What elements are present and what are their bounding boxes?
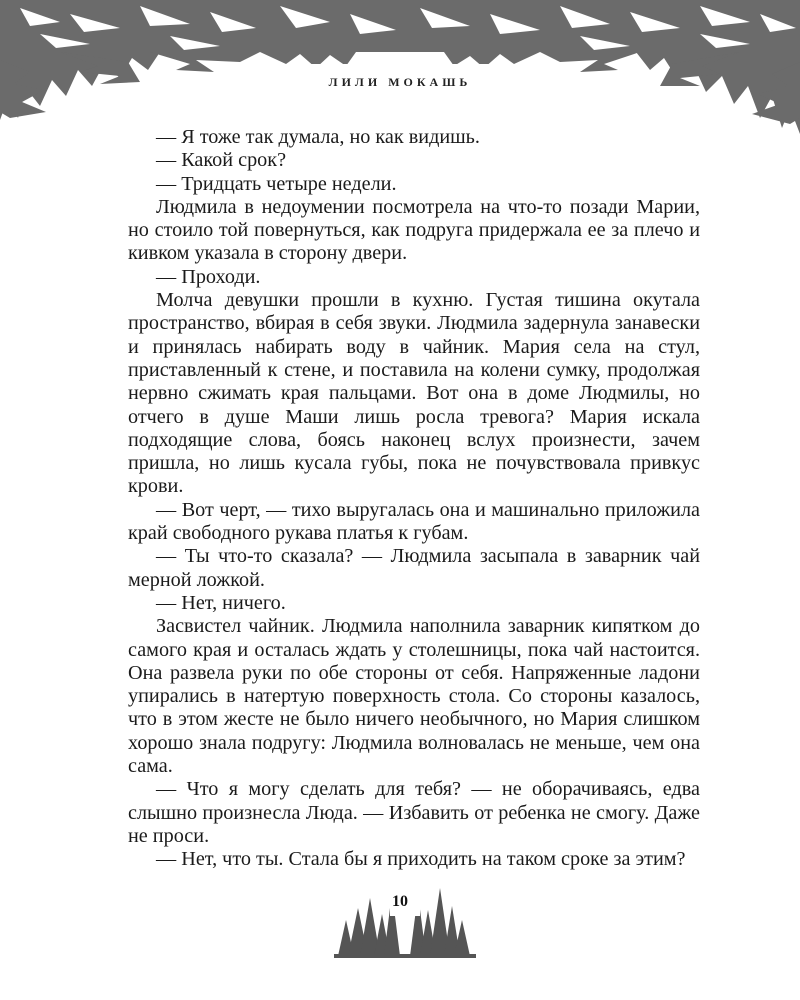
paragraph: Засвистел чайник. Людмила наполнила заварник кипятком до самого края и осталась ждать у столешницы, пока чай настоится. Она развела руки по обе стороны от себя. Напряженные ладони упирались в натертую поверхность стола. Со стороны казалось, что в этом жесте не было ничего необычного, но Мария слишком хорошо знала подругу: Людмила волновалась не меньше, чем она сама. (128, 615, 700, 778)
main-text (128, 126, 700, 872)
paragraph: Людмила в недоумении посмотрела на что-то позади Марии, но стоило той повернуться, как подруга придержала ее за плечо и кивком указала в сторону двери. (128, 195, 700, 265)
paragraph: — Я тоже так думала, но как видишь. (156, 126, 480, 148)
paragraph: — Какой срок? (156, 149, 287, 172)
page-number: 10 (392, 893, 408, 910)
paragraph: Молча девушки прошли в кухню. Густая тишина окутала пространство, вбирая в себя звуки. Людмила задернула занавески и принялась набирать воду в чайник. Мария села на стул, приставленный к стене, и поставила на колени сумку, продолжая нервно сжимать края пальцами. Вот она в доме Людмилы, но отчего в душе Маши лишь росла тревога? Мария искала подходящие слова, боясь наконец вслух произнести, зачем пришла, но лишь кусала губы, пока не почувствовала привкус крови. (128, 289, 700, 498)
paragraph: — Вот черт, — тихо выругалась она и машинально приложила край свободного рукава платья к губам. (128, 498, 700, 545)
running-title: ЛИЛИ МОКАШЬ (328, 75, 472, 89)
paragraph: — Что я могу сделать для тебя? — не оборачиваясь, едва слышно произнесла Люда. — Избавить от ребенка не смогу. Даже не проси. (128, 778, 700, 847)
pine-branches-ornament (0, 0, 800, 140)
paragraph: — Ты что-то сказала? — Людмила засыпала в заварник чай мерной ложкой. (128, 545, 700, 591)
paragraph: — Тридцать четыре недели. (156, 172, 397, 195)
paragraph: — Нет, ничего. (156, 591, 286, 614)
paragraph: — Нет, что ты. Стала бы я приходить на таком сроке за этим? (156, 848, 686, 871)
paragraph: — Проходи. (156, 265, 261, 288)
pine-forest-ornament (330, 880, 480, 960)
